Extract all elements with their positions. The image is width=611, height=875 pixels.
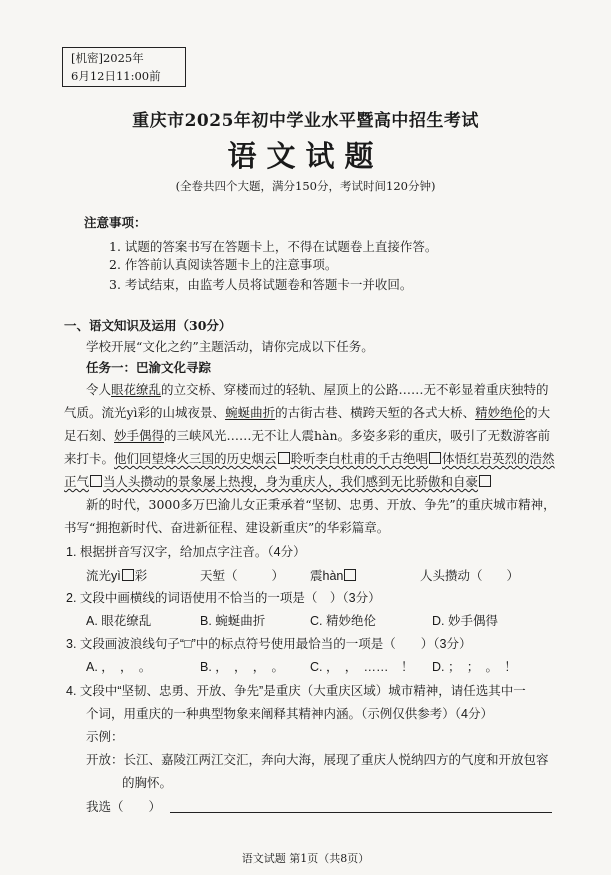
confidential-box	[62, 47, 186, 87]
exam-title: 重庆市2025年初中学业水平暨高中招生考试	[132, 111, 479, 131]
note-item: 3. 考试结束，由监考人员将试题卷和答题卡一并收回。	[109, 277, 413, 292]
example-text: 开放：长江、嘉陵江两江交汇，奔向大海，展现了重庆人悦纳四方的气度和开放包容	[86, 752, 549, 767]
q1-answer-d: 人头攒动（ ）	[420, 569, 520, 583]
question-3: 3. 文段画波浪线句子“□”中的标点符号使用最恰当的一项是（ ）（3分）	[66, 637, 472, 651]
passage-line: 气质。流光yì彩的山城夜景、蜿蜒曲折的古街古巷、横跨天堑的各式大桥、精妙绝伦的大	[64, 405, 551, 420]
option: C. 精妙绝伦	[310, 614, 376, 628]
section-intro: 学校开展“文化之约”主题活动，请你完成以下任务。	[86, 339, 374, 354]
passage-line: 书写“拥抱新时代、奋进新征程、建设新重庆”的华彩篇章。	[64, 520, 390, 535]
confidential-line2: 6月12日11:00前	[71, 69, 161, 83]
passage-line: 来打卡。他们回望烽火三国的历史烟云 聆听李白杜甫的千古绝唱 体悟红岩英烈的浩然	[64, 451, 555, 466]
confidential-line1: [机密]2025年	[71, 51, 144, 65]
section-heading: 一、语文知识及运用（30分）	[64, 318, 232, 333]
notes-heading: 注意事项：	[84, 215, 147, 230]
answer-box	[344, 569, 356, 581]
passage-line: 新的时代，3000多万巴渝儿女正秉承着“坚韧、忠勇、开放、争先”的重庆城市精神，	[86, 497, 556, 512]
example-text: 的胸怀。	[122, 775, 173, 790]
underlined-word: 精妙绝伦	[475, 405, 526, 420]
passage-line: 令人眼花缭乱的立交桥、穿楼而过的轻轨、屋顶上的公路……无不彰显着重庆独特的	[86, 382, 549, 397]
option: C. ， ， …… ！	[310, 660, 414, 674]
q1-answer-b: 天堑（ ）	[200, 569, 285, 583]
option: B. ， ， ， 。	[200, 660, 285, 674]
wavy-sentence: 他们回望烽火三国的历史烟云	[114, 451, 277, 466]
question-2: 2. 文段中画横线的词语使用不恰当的一项是（ ）（3分）	[66, 591, 381, 605]
option: B. 蜿蜒曲折	[200, 614, 266, 628]
answer-line[interactable]	[170, 812, 552, 813]
question-4: 4. 文段中“坚韧、忠勇、开放、争先”是重庆（大重庆区域）城市精神，请任选其中一	[66, 684, 526, 698]
blank-box	[479, 475, 491, 487]
passage-line: 正气 当人头攒动的景象屡上热搜，身为重庆人，我们感到无比骄傲和自豪	[64, 472, 492, 490]
blank-box	[429, 452, 441, 464]
underlined-word: 妙手偶得	[114, 428, 165, 443]
example-label: 示例：	[86, 730, 124, 744]
underlined-word: 蜿蜒曲折	[225, 405, 276, 420]
page-footer: 语文试题 第1页（共8页）	[241, 852, 370, 865]
subject-title: 语文试题	[227, 139, 384, 173]
blank-box	[90, 475, 102, 487]
question-4-cont: 个词，用重庆的一种典型物象来阐释其精神内涵。（示例仅供参考）（4分）	[86, 707, 493, 721]
option: D. ； ； 。 ！	[432, 660, 517, 674]
blank-box	[278, 452, 290, 464]
passage-line: 足石刻、妙手偶得的三峡风光……无不让人震hàn。多姿多彩的重庆，吸引了无数游客前	[64, 428, 551, 443]
option: D. 妙手偶得	[432, 614, 498, 628]
q1-answer-c: 震hàn	[310, 566, 357, 584]
question-1: 1. 根据拼音写汉字，给加点字注音。（4分）	[66, 545, 306, 559]
option: A. 眼花缭乱	[86, 614, 152, 628]
underlined-word: 眼花缭乱	[111, 382, 162, 397]
q1-answer-a: 流光yì 彩	[86, 569, 148, 583]
exam-info: (全卷共四个大题，满分150分，考试时间120分钟)	[175, 179, 436, 193]
choose-label: 我选（ ）	[86, 800, 162, 814]
answer-box	[122, 569, 134, 581]
task-heading: 任务一：巴渝文化寻踪	[86, 360, 212, 375]
option: A. ， ， 。	[86, 660, 152, 674]
note-item: 2. 作答前认真阅读答题卡上的注意事项。	[109, 257, 338, 272]
note-item: 1. 试题的答案书写在答题卡上，不得在试题卷上直接作答。	[109, 239, 438, 254]
